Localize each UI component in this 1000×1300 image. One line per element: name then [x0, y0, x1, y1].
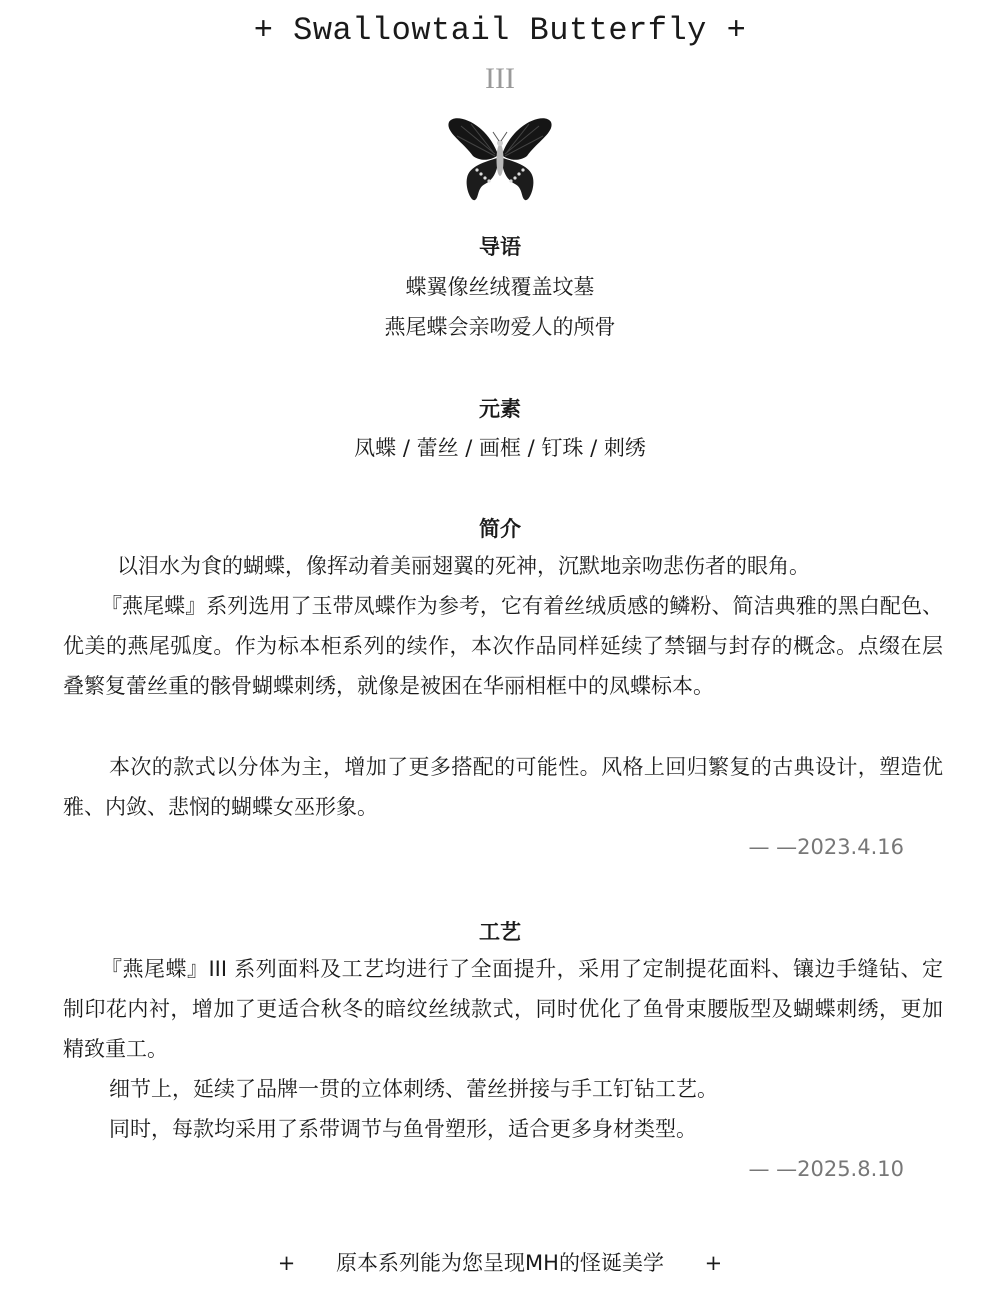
- craft-paragraph: 『燕尾蝶』III 系列面料及工艺均进行了全面提升，采用了定制提花面料、镶边手缝钻、定制印花内衬，增加了更适合秋冬的暗纹丝绒款式，同时优化了鱼骨束腰版型及蝴蝶刺绣，更加精致重工。: [63, 957, 943, 1061]
- butterfly-icon: [445, 112, 555, 207]
- footer: [0, 1247, 1000, 1277]
- craft-heading: 工艺: [479, 920, 521, 944]
- plus-icon: +: [704, 1251, 723, 1275]
- craft-date: — —2025.8.10: [748, 1157, 904, 1181]
- summary-paragraph: 以泪水为食的蝴蝶，像挥动着美丽翅翼的死神，沉默地亲吻悲伤者的眼角。: [117, 554, 810, 578]
- page-title: + Swallowtail Butterfly +: [253, 12, 747, 49]
- intro-heading: 导语: [479, 235, 521, 259]
- plus-icon: +: [277, 1251, 296, 1275]
- elements-heading: 元素: [479, 397, 521, 421]
- intro-line: 燕尾蝶会亲吻爱人的颅骨: [384, 315, 616, 339]
- craft-paragraph: 同时，每款均采用了系带调节与鱼骨塑形，适合更多身材类型。: [109, 1117, 697, 1141]
- elements-list: 凤蝶 / 蕾丝 / 画框 / 钉珠 / 刺绣: [354, 436, 646, 460]
- summary-paragraph: 『燕尾蝶』系列选用了玉带凤蝶作为参考，它有着丝绒质感的鳞粉、简洁典雅的黑白配色、优美的燕尾弧度。作为标本柜系列的续作，本次作品同样延续了禁锢与封存的概念。点缀在层叠繁复蕾丝重的骸骨蝴蝶刺绣，就像是被困在华丽相框中的凤蝶标本。: [63, 594, 943, 698]
- series-numeral: III: [485, 62, 515, 95]
- summary-paragraph: 本次的款式以分体为主，增加了更多搭配的可能性。风格上回归繁复的古典设计，塑造优雅、内敛、悲悯的蝴蝶女巫形象。: [63, 755, 943, 819]
- craft-paragraph: 细节上，延续了品牌一贯的立体刺绣、蕾丝拼接与手工钉钻工艺。: [109, 1077, 718, 1101]
- summary-heading: 简介: [479, 517, 521, 541]
- footer-text: 原本系列能为您呈现MH的怪诞美学: [336, 1251, 664, 1275]
- intro-line: 蝶翼像丝绒覆盖坟墓: [405, 275, 595, 299]
- summary-date: — —2023.4.16: [748, 835, 904, 859]
